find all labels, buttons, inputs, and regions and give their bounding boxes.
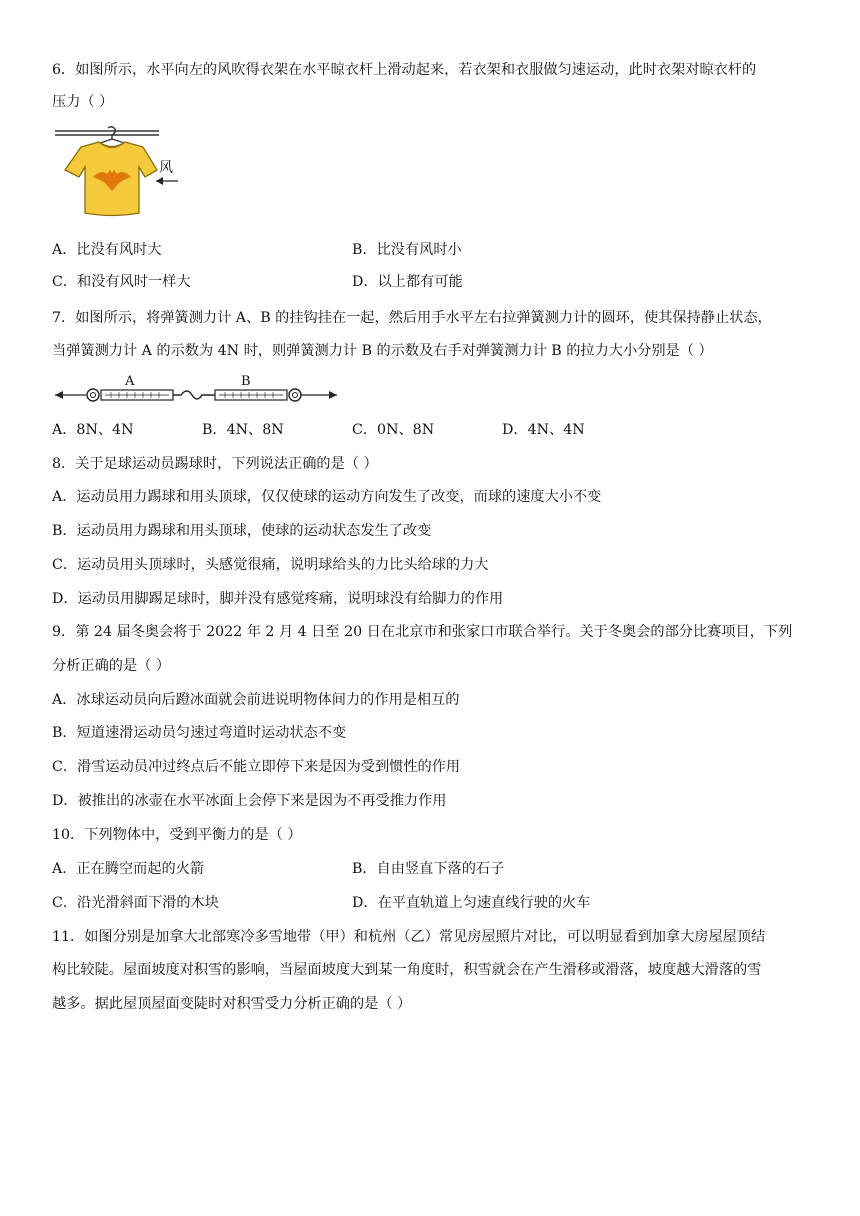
q10-stem: 10．下列物体中，受到平衡力的是（ ）	[52, 827, 302, 843]
spring-scales-figure	[55, 373, 340, 405]
wind-arrow-icon	[156, 177, 163, 185]
q9-option-d: D．被推出的冰壶在水平冰面上会停下来是因为不再受推力作用	[52, 793, 447, 809]
q7-option-a: A．8N、4N	[52, 422, 134, 438]
q10-option-b: B．自由竖直下落的石子	[352, 861, 505, 877]
q6-stem-line-2: 压力（ ）	[52, 94, 114, 110]
right-arrow-icon	[329, 391, 337, 399]
q7-stem-line-2: 当弹簧测力计 A 的示数为 4N 时，则弹簧测力计 B 的示数及右手对弹簧测力计 B 的拉力大小分别是（ ）	[52, 343, 713, 359]
q10-option-d: D．在平直轨道上匀速直线行驶的火车	[352, 895, 591, 911]
q11-stem-line-3: 越多。据此屋顶屋面变陡时对积雪受力分析正确的是（ ）	[52, 996, 412, 1012]
q6-figure	[55, 125, 190, 220]
q11-stem-line-1: 11．如图分别是加拿大北部寒冷多雪地带（甲）和杭州（乙）常见房屋照片对比，可以明显看到加拿大房屋屋顶结	[52, 929, 766, 945]
q6-option-b: B．比没有风时小	[352, 242, 462, 258]
q7-figure	[55, 373, 340, 405]
hooks-icon	[173, 391, 215, 399]
q6-option-d: D．以上都有可能	[352, 274, 463, 290]
scale-b-label: B	[241, 374, 251, 389]
q6-option-a: A．比没有风时大	[52, 242, 162, 258]
q7-stem-line-1: 7．如图所示，将弹簧测力计 A、B 的挂钩挂在一起，然后用手水平左右拉弹簧测力计的圆环，使其保持静止状态，	[52, 310, 772, 326]
q8-option-c: C．运动员用头顶球时，头感觉很痛，说明球给头的力比头给球的力大	[52, 557, 489, 573]
q8-stem: 8．关于足球运动员踢球时，下列说法正确的是（ ）	[52, 456, 378, 472]
left-arrow-icon	[55, 391, 63, 399]
q8-option-b: B．运动员用力踢球和用头顶球，使球的运动状态发生了改变	[52, 523, 432, 539]
q9-stem-line-1: 9．第 24 届冬奥会将于 2022 年 2 月 4 日至 20 日在北京市和张家口市联合举行。关于冬奥会的部分比赛项目，下列	[52, 624, 793, 640]
q10-option-c: C．沿光滑斜面下滑的木块	[52, 895, 219, 911]
q9-option-c: C．滑雪运动员冲过终点后不能立即停下来是因为受到惯性的作用	[52, 759, 461, 775]
q6-stem-line-1: 6．如图所示，水平向左的风吹得衣架在水平晾衣杆上滑动起来，若衣架和衣服做匀速运动，此时衣架对晾衣杆的	[52, 62, 757, 78]
q6-option-c: C．和没有风时一样大	[52, 274, 191, 290]
q9-option-a: A．冰球运动员向后蹬冰面就会前进说明物体间力的作用是相互的	[52, 692, 460, 708]
q10-option-a: A．正在腾空而起的火箭	[52, 861, 205, 877]
q9-option-b: B．短道速滑运动员匀速过弯道时运动状态不变	[52, 725, 347, 741]
q11-stem-line-2: 构比较陡。屋面坡度对积雪的影响，当屋面坡度大到某一角度时，积雪就会在产生滑移或滑落，坡度越大滑落的雪	[52, 962, 762, 978]
scale-a-label: A	[125, 374, 135, 389]
q8-option-d: D．运动员用脚踢足球时，脚并没有感觉疼痛，说明球没有给脚力的作用	[52, 591, 504, 607]
q7-option-c: C．0N、8N	[352, 422, 435, 438]
q9-stem-line-2: 分析正确的是（ ）	[52, 658, 171, 674]
q8-option-a: A．运动员用力踢球和用头顶球，仅仅使球的运动方向发生了改变，而球的速度大小不变	[52, 489, 602, 505]
q7-option-d: D．4N、4N	[502, 422, 585, 438]
q7-option-b: B．4N、8N	[202, 422, 284, 438]
shirt-on-rod-figure	[55, 125, 190, 220]
wind-label: 风	[159, 160, 173, 176]
